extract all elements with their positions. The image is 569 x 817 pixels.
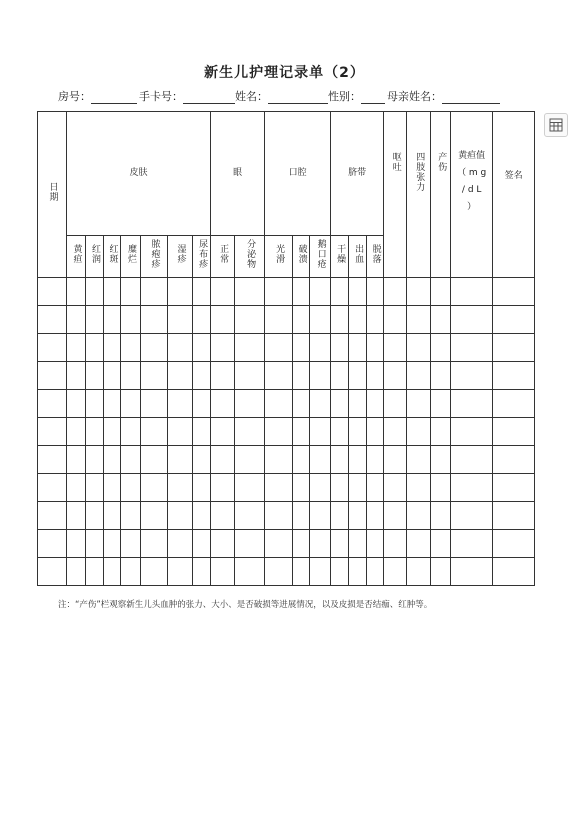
table-cell[interactable] — [104, 446, 121, 474]
table-cell[interactable] — [407, 530, 431, 558]
table-cell[interactable] — [407, 474, 431, 502]
table-cell[interactable] — [104, 278, 121, 306]
table-cell[interactable] — [367, 334, 384, 362]
table-cell[interactable] — [67, 474, 86, 502]
table-cell[interactable] — [86, 558, 104, 586]
table-cell[interactable] — [38, 278, 67, 306]
table-cell[interactable] — [168, 558, 193, 586]
table-cell[interactable] — [384, 502, 407, 530]
table-cell[interactable] — [193, 558, 211, 586]
table-cell[interactable] — [384, 362, 407, 390]
header-mouth: 口腔 — [265, 112, 331, 236]
table-cell[interactable] — [211, 334, 235, 362]
table-cell[interactable] — [38, 474, 67, 502]
table-cell[interactable] — [293, 502, 310, 530]
table-cell[interactable] — [384, 530, 407, 558]
table-cell[interactable] — [349, 558, 367, 586]
table-cell[interactable] — [86, 418, 104, 446]
table-cell[interactable] — [121, 362, 141, 390]
table-cell[interactable] — [141, 390, 168, 418]
table-cell[interactable] — [331, 502, 349, 530]
table-cell[interactable] — [384, 474, 407, 502]
table-cell[interactable] — [38, 334, 67, 362]
table-cell[interactable] — [407, 306, 431, 334]
record-rows — [38, 278, 535, 586]
table-cell[interactable] — [331, 530, 349, 558]
table-cell[interactable] — [310, 558, 331, 586]
table-cell[interactable] — [310, 474, 331, 502]
table-cell[interactable] — [168, 306, 193, 334]
table-cell[interactable] — [104, 474, 121, 502]
table-cell[interactable] — [141, 474, 168, 502]
table-cell[interactable] — [104, 306, 121, 334]
table-cell[interactable] — [293, 474, 310, 502]
table-cell[interactable] — [384, 390, 407, 418]
page-title: 新生儿护理记录单（2） — [204, 65, 365, 81]
table-cell[interactable] — [104, 418, 121, 446]
table-cell[interactable] — [121, 558, 141, 586]
table-cell[interactable] — [38, 362, 67, 390]
table-cell[interactable] — [235, 558, 265, 586]
table-cell[interactable] — [331, 474, 349, 502]
table-cell[interactable] — [121, 306, 141, 334]
table-cell[interactable] — [367, 502, 384, 530]
table-cell[interactable] — [193, 306, 211, 334]
subheader-skin-4: 脓疱疹 — [141, 236, 168, 278]
table-cell[interactable] — [451, 362, 493, 390]
table-cell[interactable] — [104, 558, 121, 586]
table-cell[interactable] — [431, 474, 451, 502]
table-cell[interactable] — [349, 306, 367, 334]
table-cell[interactable] — [193, 446, 211, 474]
table-cell[interactable] — [407, 334, 431, 362]
table-cell[interactable] — [451, 390, 493, 418]
table-cell[interactable] — [168, 502, 193, 530]
table-cell[interactable] — [211, 530, 235, 558]
nursing-record-table — [37, 111, 535, 586]
table-cell[interactable] — [293, 446, 310, 474]
table-cell[interactable] — [293, 390, 310, 418]
table-cell[interactable] — [384, 558, 407, 586]
table-cell[interactable] — [67, 530, 86, 558]
table-cell[interactable] — [451, 306, 493, 334]
table-cell[interactable] — [407, 278, 431, 306]
table-cell[interactable] — [104, 390, 121, 418]
table-row — [38, 446, 535, 474]
table-cell[interactable] — [38, 390, 67, 418]
table-cell[interactable] — [141, 502, 168, 530]
table-cell[interactable] — [193, 530, 211, 558]
subheader-mouth-1: 破溃 — [293, 236, 310, 278]
subheader-skin-6: 尿布疹 — [193, 236, 211, 278]
table-row — [38, 390, 535, 418]
name-label: 姓名： — [235, 90, 268, 103]
table-row — [38, 278, 535, 306]
table-cell[interactable] — [67, 418, 86, 446]
table-cell[interactable] — [86, 474, 104, 502]
subheader-navel-1: 出血 — [349, 236, 367, 278]
table-cell[interactable] — [104, 334, 121, 362]
table-cell[interactable] — [493, 390, 535, 418]
table-cell[interactable] — [121, 278, 141, 306]
table-cell[interactable] — [367, 530, 384, 558]
table-cell[interactable] — [367, 558, 384, 586]
card-label: 手卡号： — [139, 90, 183, 103]
table-cell[interactable] — [407, 418, 431, 446]
table-cell[interactable] — [451, 334, 493, 362]
header-bilirubin: 黄疸值 （ m g / d L ） — [451, 112, 493, 278]
table-cell[interactable] — [384, 278, 407, 306]
table-cell[interactable] — [265, 530, 293, 558]
table-cell[interactable] — [211, 306, 235, 334]
table-cell[interactable] — [141, 362, 168, 390]
table-cell[interactable] — [211, 362, 235, 390]
table-cell[interactable] — [493, 446, 535, 474]
table-cell[interactable] — [349, 362, 367, 390]
table-cell[interactable] — [293, 558, 310, 586]
table-cell[interactable] — [168, 390, 193, 418]
table-cell[interactable] — [431, 362, 451, 390]
table-cell[interactable] — [141, 334, 168, 362]
table-cell[interactable] — [431, 334, 451, 362]
table-cell[interactable] — [431, 418, 451, 446]
table-cell[interactable] — [104, 362, 121, 390]
header-navel: 脐带 — [331, 112, 384, 236]
table-cell[interactable] — [310, 390, 331, 418]
header-skin: 皮肤 — [67, 112, 211, 236]
table-cell[interactable] — [211, 474, 235, 502]
table-cell[interactable] — [235, 390, 265, 418]
name-field[interactable] — [268, 91, 328, 104]
table-cell[interactable] — [168, 278, 193, 306]
table-cell[interactable] — [431, 530, 451, 558]
subheader-navel-2: 脱落 — [367, 236, 384, 278]
table-grid-icon[interactable] — [544, 113, 568, 137]
table-cell[interactable] — [38, 306, 67, 334]
table-cell[interactable] — [193, 278, 211, 306]
header-signature: 签名 — [493, 112, 535, 278]
table-row — [38, 362, 535, 390]
table-cell[interactable] — [67, 558, 86, 586]
table-cell[interactable] — [367, 306, 384, 334]
table-cell[interactable] — [310, 334, 331, 362]
table-cell[interactable] — [331, 558, 349, 586]
mother-name-label: 母亲姓名： — [387, 90, 442, 103]
table-cell[interactable] — [121, 446, 141, 474]
footnote: 注：“产伤”栏观察新生儿头血肿的张力、大小、是否破损等进展情况，以及皮损是否结痂、红肿等。 — [58, 600, 433, 610]
table-cell[interactable] — [265, 390, 293, 418]
table-cell[interactable] — [367, 418, 384, 446]
table-cell[interactable] — [67, 446, 86, 474]
table-cell[interactable] — [38, 418, 67, 446]
table-cell[interactable] — [293, 362, 310, 390]
table-cell[interactable] — [384, 446, 407, 474]
table-row — [38, 418, 535, 446]
table-cell[interactable] — [265, 362, 293, 390]
table-cell[interactable] — [310, 306, 331, 334]
table-cell[interactable] — [349, 474, 367, 502]
subheader-mouth-0: 光滑 — [265, 236, 293, 278]
table-cell[interactable] — [235, 334, 265, 362]
table-cell[interactable] — [349, 446, 367, 474]
table-cell[interactable] — [293, 278, 310, 306]
subheader-skin-5: 湿疹 — [168, 236, 193, 278]
table-cell[interactable] — [349, 390, 367, 418]
room-field[interactable] — [91, 91, 137, 104]
table-cell[interactable] — [141, 418, 168, 446]
table-cell[interactable] — [235, 306, 265, 334]
header-vomit: 呕吐 — [384, 112, 407, 278]
table-cell[interactable] — [265, 418, 293, 446]
subheader-navel-0: 干燥 — [331, 236, 349, 278]
table-cell[interactable] — [431, 390, 451, 418]
table-cell[interactable] — [235, 362, 265, 390]
table-cell[interactable] — [67, 334, 86, 362]
header-eyes: 眼 — [211, 112, 265, 236]
table-cell[interactable] — [349, 418, 367, 446]
table-cell[interactable] — [493, 530, 535, 558]
table-cell[interactable] — [451, 558, 493, 586]
table-cell[interactable] — [67, 390, 86, 418]
subheader-skin-0: 黄疸 — [67, 236, 86, 278]
table-cell[interactable] — [67, 362, 86, 390]
table-cell[interactable] — [493, 306, 535, 334]
table-cell[interactable] — [235, 446, 265, 474]
subheader-mouth-2: 鹅口疮 — [310, 236, 331, 278]
table-cell[interactable] — [86, 390, 104, 418]
table-cell[interactable] — [235, 530, 265, 558]
table-cell[interactable] — [310, 502, 331, 530]
table-cell[interactable] — [367, 362, 384, 390]
table-cell[interactable] — [265, 334, 293, 362]
table-cell[interactable] — [38, 446, 67, 474]
table-cell[interactable] — [331, 418, 349, 446]
table-cell[interactable] — [331, 362, 349, 390]
table-cell[interactable] — [168, 474, 193, 502]
table-cell[interactable] — [493, 334, 535, 362]
table-cell[interactable] — [104, 502, 121, 530]
table-cell[interactable] — [431, 278, 451, 306]
table-cell[interactable] — [67, 306, 86, 334]
table-cell[interactable] — [431, 446, 451, 474]
table-cell[interactable] — [86, 446, 104, 474]
table-cell[interactable] — [331, 446, 349, 474]
table-cell[interactable] — [310, 362, 331, 390]
table-cell[interactable] — [235, 474, 265, 502]
sex-label: 性别： — [328, 90, 361, 103]
table-cell[interactable] — [349, 530, 367, 558]
table-cell[interactable] — [121, 474, 141, 502]
table-cell[interactable] — [168, 530, 193, 558]
table-cell[interactable] — [367, 390, 384, 418]
table-cell[interactable] — [211, 446, 235, 474]
table-cell[interactable] — [407, 558, 431, 586]
table-cell[interactable] — [38, 502, 67, 530]
subheader-eyes-0: 正常 — [211, 236, 235, 278]
table-cell[interactable] — [168, 334, 193, 362]
subheader-eyes-1: 分泌物 — [235, 236, 265, 278]
table-cell[interactable] — [493, 502, 535, 530]
table-cell[interactable] — [265, 446, 293, 474]
room-label: 房号： — [58, 90, 91, 103]
table-cell[interactable] — [431, 502, 451, 530]
table-cell[interactable] — [67, 502, 86, 530]
table-cell[interactable] — [86, 278, 104, 306]
table-cell[interactable] — [331, 278, 349, 306]
table-cell[interactable] — [349, 278, 367, 306]
table-cell[interactable] — [193, 390, 211, 418]
card-field[interactable] — [183, 91, 235, 104]
table-cell[interactable] — [168, 446, 193, 474]
table-cell[interactable] — [38, 558, 67, 586]
table-cell[interactable] — [265, 278, 293, 306]
patient-info-line — [58, 88, 528, 104]
table-cell[interactable] — [193, 474, 211, 502]
table-cell[interactable] — [211, 502, 235, 530]
subheader-skin-1: 红润 — [86, 236, 104, 278]
header-date: 日期 — [38, 112, 67, 278]
table-cell[interactable] — [384, 418, 407, 446]
table-cell[interactable] — [384, 306, 407, 334]
table-cell[interactable] — [349, 334, 367, 362]
table-cell[interactable] — [141, 530, 168, 558]
table-cell[interactable] — [367, 446, 384, 474]
table-cell[interactable] — [293, 530, 310, 558]
table-cell[interactable] — [367, 278, 384, 306]
table-cell[interactable] — [211, 390, 235, 418]
table-cell[interactable] — [86, 362, 104, 390]
table-cell[interactable] — [193, 418, 211, 446]
table-cell[interactable] — [451, 530, 493, 558]
table-cell[interactable] — [104, 530, 121, 558]
table-row — [38, 502, 535, 530]
table-cell[interactable] — [493, 362, 535, 390]
subheader-skin-2: 红斑 — [104, 236, 121, 278]
table-cell[interactable] — [193, 502, 211, 530]
table-cell[interactable] — [168, 362, 193, 390]
table-cell[interactable] — [141, 306, 168, 334]
table-cell[interactable] — [211, 418, 235, 446]
table-cell[interactable] — [493, 278, 535, 306]
table-cell[interactable] — [384, 334, 407, 362]
table-cell[interactable] — [141, 278, 168, 306]
subheader-skin-3: 糜烂 — [121, 236, 141, 278]
table-cell[interactable] — [265, 474, 293, 502]
table-cell[interactable] — [451, 278, 493, 306]
table-cell[interactable] — [331, 334, 349, 362]
table-cell[interactable] — [86, 306, 104, 334]
table-cell[interactable] — [310, 418, 331, 446]
table-cell[interactable] — [493, 474, 535, 502]
table-cell[interactable] — [293, 334, 310, 362]
table-cell[interactable] — [265, 502, 293, 530]
table-cell[interactable] — [121, 390, 141, 418]
table-cell[interactable] — [407, 502, 431, 530]
table-cell[interactable] — [310, 278, 331, 306]
table-cell[interactable] — [293, 418, 310, 446]
table-cell[interactable] — [211, 558, 235, 586]
table-cell[interactable] — [407, 446, 431, 474]
mother-name-field[interactable] — [442, 91, 500, 104]
table-row — [38, 530, 535, 558]
table-cell[interactable] — [211, 278, 235, 306]
table-cell[interactable] — [86, 530, 104, 558]
table-cell[interactable] — [451, 418, 493, 446]
table-cell[interactable] — [349, 502, 367, 530]
table-cell[interactable] — [265, 306, 293, 334]
table-cell[interactable] — [235, 278, 265, 306]
table-cell[interactable] — [493, 558, 535, 586]
table-cell[interactable] — [235, 418, 265, 446]
table-cell[interactable] — [67, 278, 86, 306]
table-cell[interactable] — [121, 502, 141, 530]
table-cell[interactable] — [121, 418, 141, 446]
table-cell[interactable] — [141, 446, 168, 474]
table-cell[interactable] — [451, 502, 493, 530]
table-cell[interactable] — [235, 502, 265, 530]
table-cell[interactable] — [493, 418, 535, 446]
header-limb-tone: 四肢张力 — [407, 112, 431, 278]
table-cell[interactable] — [293, 306, 310, 334]
table-cell[interactable] — [168, 418, 193, 446]
header-birth-injury: 产伤 — [431, 112, 451, 278]
table-cell[interactable] — [141, 558, 168, 586]
table-cell[interactable] — [431, 306, 451, 334]
table-cell[interactable] — [451, 474, 493, 502]
table-row — [38, 558, 535, 586]
table-cell[interactable] — [193, 362, 211, 390]
table-cell[interactable] — [193, 334, 211, 362]
table-cell[interactable] — [86, 502, 104, 530]
table-cell[interactable] — [38, 530, 67, 558]
table-row — [38, 334, 535, 362]
table-cell[interactable] — [331, 390, 349, 418]
table-cell[interactable] — [451, 446, 493, 474]
table-cell[interactable] — [86, 334, 104, 362]
table-row — [38, 306, 535, 334]
table-cell[interactable] — [265, 558, 293, 586]
table-cell[interactable] — [331, 306, 349, 334]
table-cell[interactable] — [431, 558, 451, 586]
table-cell[interactable] — [407, 362, 431, 390]
table-cell[interactable] — [310, 446, 331, 474]
table-cell[interactable] — [407, 390, 431, 418]
table-cell[interactable] — [121, 334, 141, 362]
table-cell[interactable] — [121, 530, 141, 558]
table-row — [38, 474, 535, 502]
table-cell[interactable] — [310, 530, 331, 558]
table-cell[interactable] — [367, 474, 384, 502]
sex-field[interactable] — [361, 91, 385, 104]
